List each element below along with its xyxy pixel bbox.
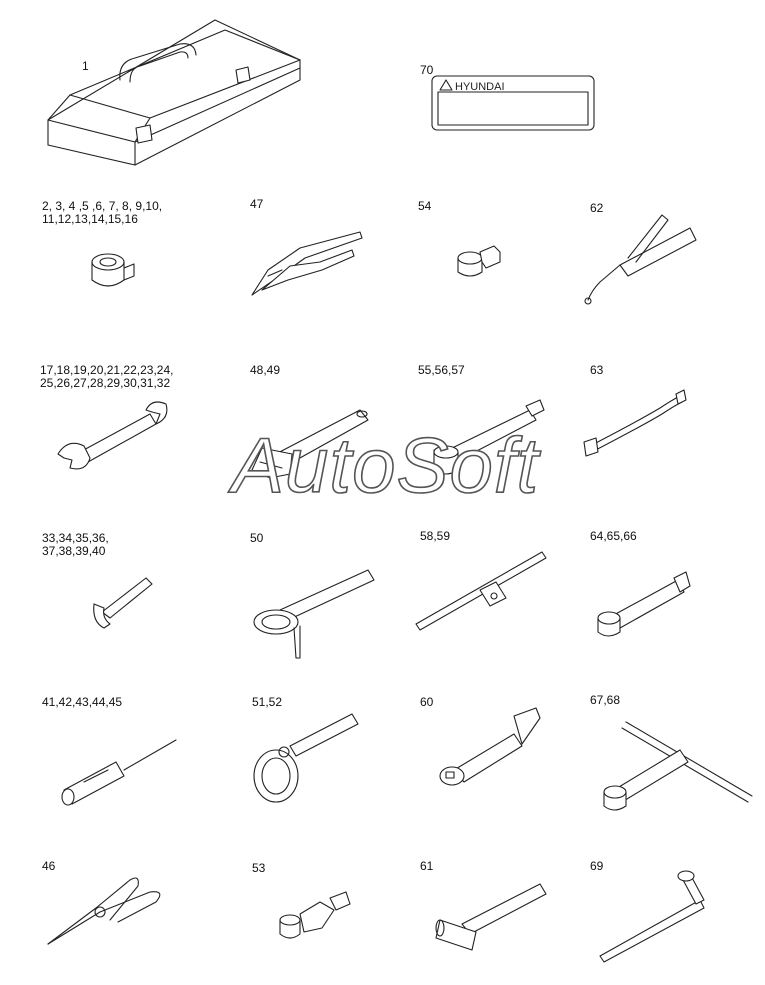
ratchet-illustration	[440, 708, 540, 785]
label-adapter: 54	[418, 199, 432, 213]
label-universal-joint: 53	[252, 861, 266, 875]
label-extension-bar: 55,56,57	[418, 363, 465, 377]
flex-hose-illustration	[584, 390, 686, 456]
plate-brand-text: HYUNDAI	[455, 81, 505, 93]
label-flex-hose: 63	[590, 363, 604, 377]
spanner-illustration	[58, 402, 167, 469]
pliers-flat-illustration	[252, 232, 362, 295]
label-socket: 2, 3, 4 ,5 ,6, 7, 8, 9,10, 11,12,13,14,15,16	[42, 199, 163, 226]
adapter-illustration	[458, 246, 500, 276]
label-grease-gun: 62	[590, 201, 604, 215]
label-box-spanner: 64,65,66	[590, 529, 637, 543]
label-pliers-flat: 47	[250, 197, 264, 211]
label-hammer: 61	[420, 859, 434, 873]
hex-key-illustration	[94, 578, 152, 628]
label-toolbox: 1	[82, 59, 89, 73]
toolbox-illustration	[48, 20, 300, 165]
t-handle-wrench-illustration	[604, 722, 752, 810]
long-nose-pliers-illustration	[48, 878, 160, 944]
grease-gun-illustration	[585, 215, 696, 304]
label-t-handle-wrench: 67,68	[590, 693, 621, 707]
socket-illustration	[92, 254, 134, 286]
label-plate-illustration	[432, 76, 594, 130]
hammer-illustration	[436, 884, 546, 950]
t-bar-illustration	[416, 552, 546, 630]
strap-wrench-illustration	[254, 570, 374, 658]
label-screwdriver: 41,42,43,44,45	[42, 695, 123, 709]
label-filter-wrench: 51,52	[252, 695, 283, 709]
label-adjustable-wrench: 48,49	[250, 363, 281, 377]
label-spanner: 17,18,19,20,21,22,23,24, 25,26,27,28,29,30,31,32	[40, 363, 174, 390]
label-hex-key: 33,34,35,36, 37,38,39,40	[42, 531, 109, 558]
box-spanner-illustration	[598, 572, 690, 636]
label-long-nose-pliers: 46	[42, 859, 56, 873]
filter-wrench-illustration	[254, 714, 358, 802]
label-plate: 70	[420, 63, 434, 77]
l-wrench-illustration	[600, 871, 704, 962]
universal-joint-illustration	[280, 892, 350, 938]
watermark-text: AutoSoft	[232, 421, 540, 509]
label-ratchet: 60	[420, 695, 434, 709]
label-t-bar: 58,59	[420, 529, 451, 543]
label-strap-wrench: 50	[250, 531, 264, 545]
screwdriver-illustration	[62, 740, 176, 805]
label-l-wrench: 69	[590, 859, 604, 873]
